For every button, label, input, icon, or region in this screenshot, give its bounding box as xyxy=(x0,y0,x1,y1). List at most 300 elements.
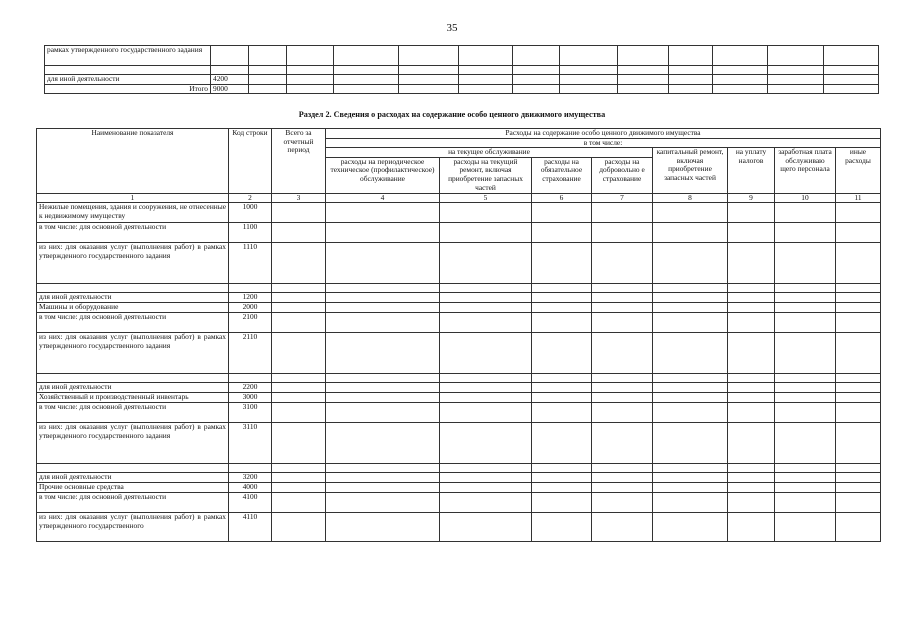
table-cell xyxy=(440,393,532,403)
table-cell xyxy=(272,473,326,483)
row-label: Прочие основные средства xyxy=(37,483,229,493)
table-cell xyxy=(592,284,653,293)
table-cell xyxy=(728,393,775,403)
table-cell xyxy=(768,66,824,75)
table-row xyxy=(37,513,881,542)
table-cell xyxy=(653,223,728,243)
table-cell xyxy=(592,393,653,403)
table-cell xyxy=(272,293,326,303)
table-row xyxy=(37,313,881,333)
row-label: Машины и оборудование xyxy=(37,303,229,313)
table-cell xyxy=(836,483,881,493)
table-cell xyxy=(326,393,440,403)
column-number: 5 xyxy=(440,193,532,203)
table-cell xyxy=(560,75,618,85)
row-label: в том числе: для основной деятельности xyxy=(37,223,229,243)
table-cell xyxy=(440,203,532,223)
table-cell xyxy=(653,333,728,374)
row-code xyxy=(229,374,272,383)
table-cell xyxy=(459,66,513,75)
table-cell xyxy=(653,473,728,483)
table-cell xyxy=(836,313,881,333)
table-cell xyxy=(532,293,592,303)
table-cell xyxy=(836,374,881,383)
table-cell xyxy=(532,374,592,383)
table-cell xyxy=(272,393,326,403)
table-cell xyxy=(532,403,592,423)
table-cell xyxy=(326,293,440,303)
section-title: Раздел 2. Сведения о расходах на содержание особо ценного движимого имущества xyxy=(298,110,606,119)
continuation-row xyxy=(45,84,879,94)
table-cell xyxy=(836,333,881,374)
table-cell xyxy=(272,284,326,293)
table-cell xyxy=(592,383,653,393)
table-row xyxy=(37,333,881,374)
table-cell xyxy=(592,403,653,423)
table-cell xyxy=(532,383,592,393)
column-number: 8 xyxy=(653,193,728,203)
table-cell xyxy=(326,464,440,473)
header-col7: расходы на добровольно е страхование xyxy=(592,157,653,193)
table-cell xyxy=(775,303,836,313)
expenses-table xyxy=(36,128,881,542)
table-cell xyxy=(532,473,592,483)
table-cell xyxy=(775,203,836,223)
table-cell xyxy=(669,75,713,85)
row-code xyxy=(229,284,272,293)
table-cell xyxy=(669,66,713,75)
table-cell xyxy=(592,293,653,303)
row-code: 4110 xyxy=(229,513,272,542)
table-cell xyxy=(713,46,768,66)
table-cell xyxy=(399,75,459,85)
header-col9: на уплату налогов xyxy=(728,148,775,194)
table-cell xyxy=(592,423,653,464)
table-cell xyxy=(836,284,881,293)
table-cell xyxy=(728,374,775,383)
row-label: Хозяйственный и производственный инвентарь xyxy=(37,393,229,403)
table-cell xyxy=(592,313,653,333)
table-cell xyxy=(728,203,775,223)
table-cell xyxy=(653,483,728,493)
header-total: Всего за отчетный период xyxy=(272,129,326,194)
row-label xyxy=(45,66,211,75)
table-cell xyxy=(532,393,592,403)
table-cell xyxy=(459,84,513,94)
table-cell xyxy=(459,46,513,66)
table-cell xyxy=(836,423,881,464)
table-cell xyxy=(775,223,836,243)
table-cell xyxy=(272,464,326,473)
table-cell xyxy=(440,223,532,243)
table-cell xyxy=(440,464,532,473)
table-row xyxy=(37,303,881,313)
header-col11: иные расходы xyxy=(836,148,881,194)
table-cell xyxy=(824,66,879,75)
table-cell xyxy=(775,464,836,473)
table-cell xyxy=(326,284,440,293)
table-cell xyxy=(669,84,713,94)
table-cell xyxy=(287,46,334,66)
continuation-table xyxy=(44,45,879,94)
table-row xyxy=(37,383,881,393)
table-cell xyxy=(728,303,775,313)
row-code: 4200 xyxy=(211,75,249,85)
table-cell xyxy=(532,493,592,513)
table-cell xyxy=(824,46,879,66)
table-cell xyxy=(272,243,326,284)
table-cell xyxy=(836,293,881,303)
table-row xyxy=(37,493,881,513)
table-cell xyxy=(836,243,881,284)
table-cell xyxy=(560,46,618,66)
table-cell xyxy=(440,473,532,483)
table-cell xyxy=(824,84,879,94)
table-cell xyxy=(775,333,836,374)
table-cell xyxy=(272,333,326,374)
table-cell xyxy=(775,374,836,383)
table-cell xyxy=(775,493,836,513)
table-cell xyxy=(334,46,399,66)
table-cell xyxy=(713,66,768,75)
table-cell xyxy=(532,464,592,473)
header-code: Код строки xyxy=(229,129,272,194)
row-label xyxy=(37,374,229,383)
table-cell xyxy=(287,66,334,75)
table-cell xyxy=(653,403,728,423)
table-cell xyxy=(592,203,653,223)
table-cell xyxy=(326,383,440,393)
table-cell xyxy=(560,84,618,94)
table-cell xyxy=(618,66,669,75)
table-cell xyxy=(836,383,881,393)
table-cell xyxy=(532,513,592,542)
table-row xyxy=(37,374,881,383)
table-cell xyxy=(728,513,775,542)
table-cell xyxy=(326,243,440,284)
table-cell xyxy=(728,493,775,513)
table-cell xyxy=(532,313,592,333)
table-cell xyxy=(824,75,879,85)
table-cell xyxy=(592,464,653,473)
table-cell xyxy=(272,203,326,223)
table-cell xyxy=(440,333,532,374)
table-row xyxy=(37,423,881,464)
row-code: 1200 xyxy=(229,293,272,303)
table-cell xyxy=(592,223,653,243)
row-label: из них: для оказания услуг (выполнения работ) в рамках утвержденного государственного xyxy=(37,513,229,542)
header-col4: расходы на периодическое техническое (профилактическое) обслуживание xyxy=(326,157,440,193)
row-label: для иной деятельности xyxy=(45,75,211,85)
table-row xyxy=(37,393,881,403)
table-cell xyxy=(334,75,399,85)
row-code xyxy=(211,46,249,66)
table-cell xyxy=(326,513,440,542)
header-name: Наименование показателя xyxy=(37,129,229,194)
table-cell xyxy=(653,393,728,403)
table-cell xyxy=(653,293,728,303)
header-expenses: Расходы на содержание особо ценного движимого имущества xyxy=(326,129,881,139)
table-cell xyxy=(653,513,728,542)
table-cell xyxy=(272,403,326,423)
table-cell xyxy=(836,393,881,403)
row-code: 2110 xyxy=(229,333,272,374)
header-col6: расходы на обязательное страхование xyxy=(532,157,592,193)
table-cell xyxy=(728,293,775,303)
table-cell xyxy=(592,473,653,483)
table-cell xyxy=(532,284,592,293)
row-code: 2000 xyxy=(229,303,272,313)
table-cell xyxy=(592,243,653,284)
table-cell xyxy=(775,513,836,542)
table-cell xyxy=(728,223,775,243)
table-cell xyxy=(440,493,532,513)
row-label: в том числе: для основной деятельности xyxy=(37,403,229,423)
table-cell xyxy=(532,483,592,493)
page-number: 35 xyxy=(446,22,458,34)
row-label: в том числе: для основной деятельности xyxy=(37,493,229,513)
table-cell xyxy=(287,75,334,85)
row-label: Итого xyxy=(45,84,211,94)
column-number: 9 xyxy=(728,193,775,203)
table-cell xyxy=(440,374,532,383)
table-cell xyxy=(532,203,592,223)
table-cell xyxy=(249,46,287,66)
table-cell xyxy=(653,383,728,393)
table-cell xyxy=(326,483,440,493)
row-code: 3200 xyxy=(229,473,272,483)
table-cell xyxy=(560,66,618,75)
table-cell xyxy=(326,473,440,483)
table-cell xyxy=(272,513,326,542)
row-code: 9000 xyxy=(211,84,249,94)
table-cell xyxy=(532,303,592,313)
table-cell xyxy=(618,75,669,85)
table-cell xyxy=(532,223,592,243)
table-cell xyxy=(399,66,459,75)
row-code: 2200 xyxy=(229,383,272,393)
row-code xyxy=(229,464,272,473)
table-cell xyxy=(513,66,560,75)
table-cell xyxy=(287,84,334,94)
table-cell xyxy=(326,493,440,513)
table-cell xyxy=(334,84,399,94)
table-cell xyxy=(513,84,560,94)
row-code: 1000 xyxy=(229,203,272,223)
header-col10: заработная плата обслуживаю щего персонала xyxy=(775,148,836,194)
table-cell xyxy=(775,313,836,333)
table-cell xyxy=(713,84,768,94)
table-cell xyxy=(326,223,440,243)
column-number: 2 xyxy=(229,193,272,203)
table-cell xyxy=(775,473,836,483)
table-row xyxy=(37,473,881,483)
table-cell xyxy=(249,75,287,85)
header-including: в том числе: xyxy=(326,138,881,148)
table-cell xyxy=(592,513,653,542)
row-code: 3100 xyxy=(229,403,272,423)
table-cell xyxy=(836,513,881,542)
table-row xyxy=(37,223,881,243)
table-row xyxy=(37,293,881,303)
table-cell xyxy=(775,483,836,493)
table-cell xyxy=(272,374,326,383)
table-cell xyxy=(775,293,836,303)
table-cell xyxy=(728,383,775,393)
row-label: для иной деятельности xyxy=(37,473,229,483)
table-cell xyxy=(326,203,440,223)
continuation-row xyxy=(45,75,879,85)
table-cell xyxy=(532,423,592,464)
column-number: 1 xyxy=(37,193,229,203)
table-cell xyxy=(440,513,532,542)
table-cell xyxy=(440,293,532,303)
table-cell xyxy=(249,84,287,94)
table-cell xyxy=(326,423,440,464)
table-cell xyxy=(728,333,775,374)
table-cell xyxy=(592,333,653,374)
table-cell xyxy=(513,46,560,66)
table-cell xyxy=(459,75,513,85)
row-code xyxy=(211,66,249,75)
table-row xyxy=(37,243,881,284)
header-current: на текущее обслуживание xyxy=(326,148,653,158)
table-row xyxy=(37,284,881,293)
table-row xyxy=(37,464,881,473)
table-cell xyxy=(440,383,532,393)
table-cell xyxy=(592,303,653,313)
table-cell xyxy=(653,423,728,464)
table-cell xyxy=(768,75,824,85)
row-label: из них: для оказания услуг (выполнения работ) в рамках утвержденного государственного задания xyxy=(37,333,229,374)
table-cell xyxy=(728,313,775,333)
table-cell xyxy=(836,493,881,513)
table-row xyxy=(37,203,881,223)
table-cell xyxy=(326,403,440,423)
table-row xyxy=(37,483,881,493)
table-cell xyxy=(326,303,440,313)
table-cell xyxy=(272,223,326,243)
table-cell xyxy=(728,423,775,464)
column-number: 7 xyxy=(592,193,653,203)
table-cell xyxy=(768,46,824,66)
column-number: 10 xyxy=(775,193,836,203)
row-label: для иной деятельности xyxy=(37,293,229,303)
column-number: 6 xyxy=(532,193,592,203)
table-cell xyxy=(440,303,532,313)
table-cell xyxy=(532,333,592,374)
row-code: 2100 xyxy=(229,313,272,333)
table-cell xyxy=(440,483,532,493)
table-cell xyxy=(768,84,824,94)
table-cell xyxy=(653,243,728,284)
table-cell xyxy=(272,493,326,513)
table-cell xyxy=(728,284,775,293)
table-cell xyxy=(713,75,768,85)
row-label: рамках утвержденного государственного задания xyxy=(45,46,211,66)
table-cell xyxy=(775,243,836,284)
table-cell xyxy=(728,464,775,473)
table-cell xyxy=(775,393,836,403)
header-col5: расходы на текущий ремонт, включая приобретение запасных частей xyxy=(440,157,532,193)
table-cell xyxy=(440,313,532,333)
table-cell xyxy=(728,473,775,483)
row-label: Нежилые помещения, здания и сооружения, не отнесенные к недвижимому имуществу xyxy=(37,203,229,223)
row-code: 3110 xyxy=(229,423,272,464)
table-cell xyxy=(272,383,326,393)
table-cell xyxy=(653,464,728,473)
table-cell xyxy=(775,403,836,423)
table-cell xyxy=(836,203,881,223)
table-cell xyxy=(440,284,532,293)
table-cell xyxy=(728,243,775,284)
table-cell xyxy=(653,303,728,313)
table-cell xyxy=(836,473,881,483)
table-cell xyxy=(653,284,728,293)
table-row xyxy=(37,403,881,423)
table-cell xyxy=(440,403,532,423)
column-number: 4 xyxy=(326,193,440,203)
table-cell xyxy=(836,223,881,243)
table-cell xyxy=(399,46,459,66)
row-label xyxy=(37,464,229,473)
row-code: 3000 xyxy=(229,393,272,403)
row-label: в том числе: для основной деятельности xyxy=(37,313,229,333)
table-cell xyxy=(618,46,669,66)
table-cell xyxy=(836,464,881,473)
table-cell xyxy=(592,374,653,383)
table-cell xyxy=(326,333,440,374)
table-cell xyxy=(440,423,532,464)
table-cell xyxy=(653,203,728,223)
table-cell xyxy=(532,243,592,284)
table-cell xyxy=(618,84,669,94)
table-cell xyxy=(653,313,728,333)
table-cell xyxy=(326,313,440,333)
table-cell xyxy=(513,75,560,85)
table-cell xyxy=(272,313,326,333)
table-cell xyxy=(399,84,459,94)
table-cell xyxy=(836,403,881,423)
row-code: 4100 xyxy=(229,493,272,513)
table-cell xyxy=(249,66,287,75)
table-cell xyxy=(592,483,653,493)
table-cell xyxy=(272,483,326,493)
column-number: 3 xyxy=(272,193,326,203)
table-cell xyxy=(272,303,326,313)
table-cell xyxy=(728,403,775,423)
row-code: 1110 xyxy=(229,243,272,284)
table-cell xyxy=(775,383,836,393)
table-cell xyxy=(272,423,326,464)
continuation-row xyxy=(45,46,879,66)
table-cell xyxy=(775,284,836,293)
table-cell xyxy=(728,483,775,493)
table-cell xyxy=(592,493,653,513)
row-label: для иной деятельности xyxy=(37,383,229,393)
table-cell xyxy=(836,303,881,313)
table-cell xyxy=(334,66,399,75)
table-cell xyxy=(440,243,532,284)
table-cell xyxy=(653,374,728,383)
row-code: 1100 xyxy=(229,223,272,243)
table-cell xyxy=(669,46,713,66)
row-label: из них: для оказания услуг (выполнения работ) в рамках утвержденного государственного задания xyxy=(37,243,229,284)
column-number: 11 xyxy=(836,193,881,203)
table-cell xyxy=(653,493,728,513)
table-cell xyxy=(775,423,836,464)
header-col8: капитальный ремонт, включая приобретение запасных частей xyxy=(653,148,728,194)
